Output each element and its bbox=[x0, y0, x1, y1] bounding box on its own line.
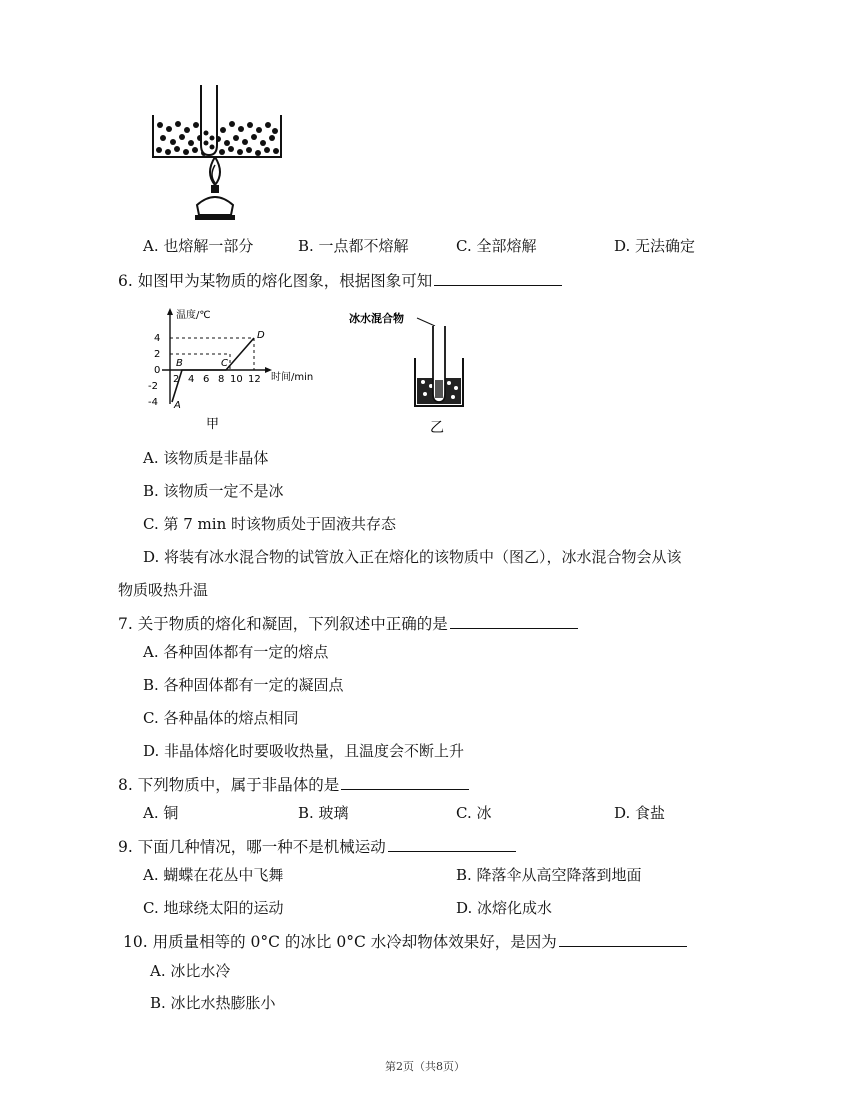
point-label: A bbox=[174, 400, 181, 411]
x-axis-label: 时间/min bbox=[271, 372, 314, 383]
q9-stem bbox=[118, 835, 516, 857]
q6-answer-blank[interactable] bbox=[434, 284, 562, 286]
q7-option-d[interactable]: D. 非晶体熔化时要吸收热量，且温度会不断上升 bbox=[143, 742, 465, 760]
figure-caption: 乙 bbox=[430, 420, 444, 436]
q8-option-a[interactable]: A. 铜 bbox=[143, 804, 179, 822]
point-label: B bbox=[176, 358, 183, 369]
page-footer: 第2页（共8页） bbox=[385, 1060, 465, 1073]
q9-answer-blank[interactable] bbox=[388, 850, 516, 852]
q5-option-a[interactable]: A. 也熔解一部分 bbox=[143, 237, 254, 255]
q9-stem-text: 9. 下面几种情况，哪一种不是机械运动 bbox=[118, 838, 386, 856]
q9-option-d[interactable]: D. 冰熔化成水 bbox=[456, 899, 553, 917]
y-axis-label: 温度/℃ bbox=[176, 310, 211, 321]
x-tick: 10 bbox=[230, 374, 243, 385]
q7-option-a[interactable]: A. 各种固体都有一定的熔点 bbox=[143, 643, 329, 661]
q10-option-a[interactable]: A. 冰比水冷 bbox=[150, 962, 231, 980]
q8-option-b[interactable]: B. 玻璃 bbox=[298, 804, 349, 822]
y-tick: -2 bbox=[148, 381, 158, 392]
ice-water-diagram bbox=[345, 300, 480, 440]
q7-option-c[interactable]: C. 各种晶体的熔点相同 bbox=[143, 709, 299, 727]
mixture-label: 冰水混合物 bbox=[349, 312, 404, 325]
q6-option-b[interactable]: B. 该物质一定不是冰 bbox=[143, 482, 284, 500]
beaker-burner-diagram bbox=[145, 85, 290, 225]
y-tick: 2 bbox=[154, 349, 161, 360]
q9-option-b[interactable]: B. 降落伞从高空降落到地面 bbox=[456, 866, 642, 884]
q5-option-d[interactable]: D. 无法确定 bbox=[614, 237, 696, 255]
q6-figure-jia bbox=[140, 300, 335, 440]
figure-caption: 甲 bbox=[206, 417, 220, 432]
q6-option-d[interactable]: D. 将装有冰水混合物的试管放入正在熔化的该物质中（图乙），冰水混合物会从该 bbox=[143, 548, 682, 566]
q8-option-d[interactable]: D. 食盐 bbox=[614, 804, 666, 822]
q9-option-c[interactable]: C. 地球绕太阳的运动 bbox=[143, 899, 284, 917]
q9-option-a[interactable]: A. 蝴蝶在花丛中飞舞 bbox=[143, 866, 284, 884]
q10-stem bbox=[123, 930, 687, 952]
q10-answer-blank[interactable] bbox=[559, 945, 687, 947]
q6-option-c[interactable]: C. 第 7 min 时该物质处于固液共存态 bbox=[143, 515, 397, 533]
q5-option-b[interactable]: B. 一点都不熔解 bbox=[298, 237, 409, 255]
q8-option-c[interactable]: C. 冰 bbox=[456, 804, 492, 822]
q8-stem-text: 8. 下列物质中，属于非晶体的是 bbox=[118, 776, 340, 794]
melting-graph bbox=[140, 300, 335, 440]
q5-apparatus-figure bbox=[145, 85, 290, 225]
q6-figure-yi bbox=[345, 300, 480, 440]
q7-option-b[interactable]: B. 各种固体都有一定的凝固点 bbox=[143, 676, 344, 694]
q6-option-d-continued: 物质吸热升温 bbox=[118, 581, 209, 599]
point-label: C bbox=[221, 358, 228, 369]
x-tick: 2 bbox=[173, 374, 180, 385]
q8-answer-blank[interactable] bbox=[341, 788, 469, 790]
q6-stem bbox=[118, 269, 562, 291]
y-tick: 0 bbox=[154, 365, 161, 376]
q6-option-a[interactable]: A. 该物质是非晶体 bbox=[143, 449, 269, 467]
q7-stem bbox=[118, 612, 578, 634]
point-label: D bbox=[257, 330, 265, 341]
q5-option-c[interactable]: C. 全部熔解 bbox=[456, 237, 537, 255]
y-tick: 4 bbox=[154, 333, 161, 344]
q10-option-b[interactable]: B. 冰比水热膨胀小 bbox=[150, 994, 276, 1012]
q6-stem-text: 6. 如图甲为某物质的熔化图象，根据图象可知 bbox=[118, 272, 433, 290]
y-tick: -4 bbox=[148, 397, 158, 408]
q7-stem-text: 7. 关于物质的熔化和凝固，下列叙述中正确的是 bbox=[118, 615, 448, 633]
q7-answer-blank[interactable] bbox=[450, 627, 578, 629]
x-tick: 8 bbox=[218, 374, 225, 385]
x-tick: 4 bbox=[188, 374, 195, 385]
x-tick: 6 bbox=[203, 374, 210, 385]
x-tick: 12 bbox=[248, 374, 261, 385]
q8-stem bbox=[118, 773, 469, 795]
q10-stem-text: 10. 用质量相等的 0°C 的冰比 0°C 水冷却物体效果好，是因为 bbox=[123, 933, 557, 951]
